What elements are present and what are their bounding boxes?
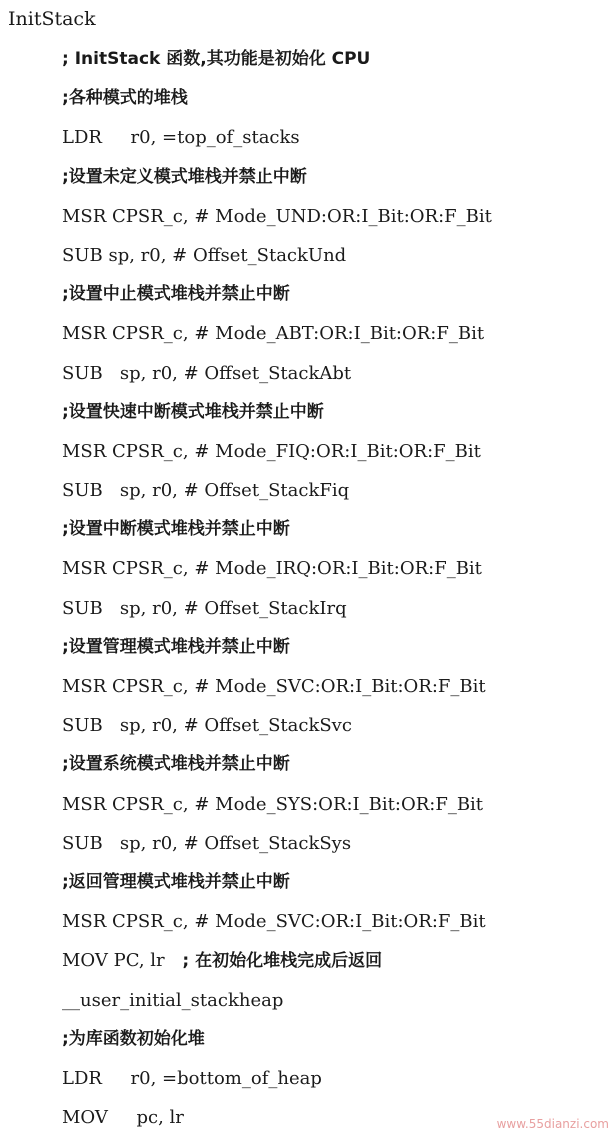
code-line: SUB sp, r0, # Offset_StackSvc (62, 715, 352, 737)
code-line: MSR CPSR_c, # Mode_FIQ:OR:I_Bit:OR:F_Bit (62, 440, 481, 462)
code-line (62, 941, 607, 980)
code-line: __user_initial_stackheap (62, 989, 284, 1011)
comment-line: ;设置中断模式堆栈并禁止中断 (62, 519, 290, 540)
comment-line: ;设置管理模式堆栈并禁止中断 (62, 636, 290, 657)
code-line: SUB sp, r0, # Offset_StackAbt (62, 362, 352, 384)
inline-comment: ; 在初始化堆栈完成后返回 (164, 951, 383, 972)
code-line: LDR r0, =top_of_stacks (62, 127, 300, 149)
code-line: SUB sp, r0, # Offset_StackIrq (62, 597, 347, 619)
comment-line: ;返回管理模式堆栈并禁止中断 (62, 871, 290, 892)
code-listing (62, 40, 607, 1137)
code-line: LDR r0, =bottom_of_heap (62, 1067, 322, 1089)
code-line: SUB sp, r0, # Offset_StackFiq (62, 480, 350, 502)
code-line: MSR CPSR_c, # Mode_IRQ:OR:I_Bit:OR:F_Bit (62, 558, 482, 580)
code-line: MSR CPSR_c, # Mode_SYS:OR:I_Bit:OR:F_Bit (62, 793, 484, 815)
document-title: InitStack (8, 8, 96, 30)
code-line: MSR CPSR_c, # Mode_SVC:OR:I_Bit:OR:F_Bit (62, 676, 486, 697)
watermark: www.55dianzi.com (496, 1117, 609, 1131)
code-line: MSR CPSR_c, # Mode_ABT:OR:I_Bit:OR:F_Bit (62, 323, 485, 345)
comment-line: ; InitStack 函数,其功能是初始化 CPU (62, 49, 371, 69)
code-line: MOV pc, lr (62, 1107, 184, 1129)
code-line: SUB sp, r0, # Offset_StackSys (62, 832, 352, 854)
comment-line: ;设置未定义模式堆栈并禁止中断 (62, 166, 307, 187)
instruction-text: MOV PC, lr (62, 950, 165, 972)
code-line: MSR CPSR_c, # Mode_UND:OR:I_Bit:OR:F_Bit (62, 205, 492, 227)
comment-line: ;设置中止模式堆栈并禁止中断 (62, 284, 290, 305)
code-line: SUB sp, r0, # Offset_StackUnd (62, 244, 347, 266)
code-line: MSR CPSR_c, # Mode_SVC:OR:I_Bit:OR:F_Bit (62, 911, 486, 933)
comment-line: ;各种模式的堆栈 (62, 88, 188, 109)
comment-line: ;设置系统模式堆栈并禁止中断 (62, 754, 290, 775)
comment-line: ;设置快速中断模式堆栈并禁止中断 (62, 401, 324, 422)
comment-line: ;为库函数初始化堆 (62, 1028, 205, 1049)
